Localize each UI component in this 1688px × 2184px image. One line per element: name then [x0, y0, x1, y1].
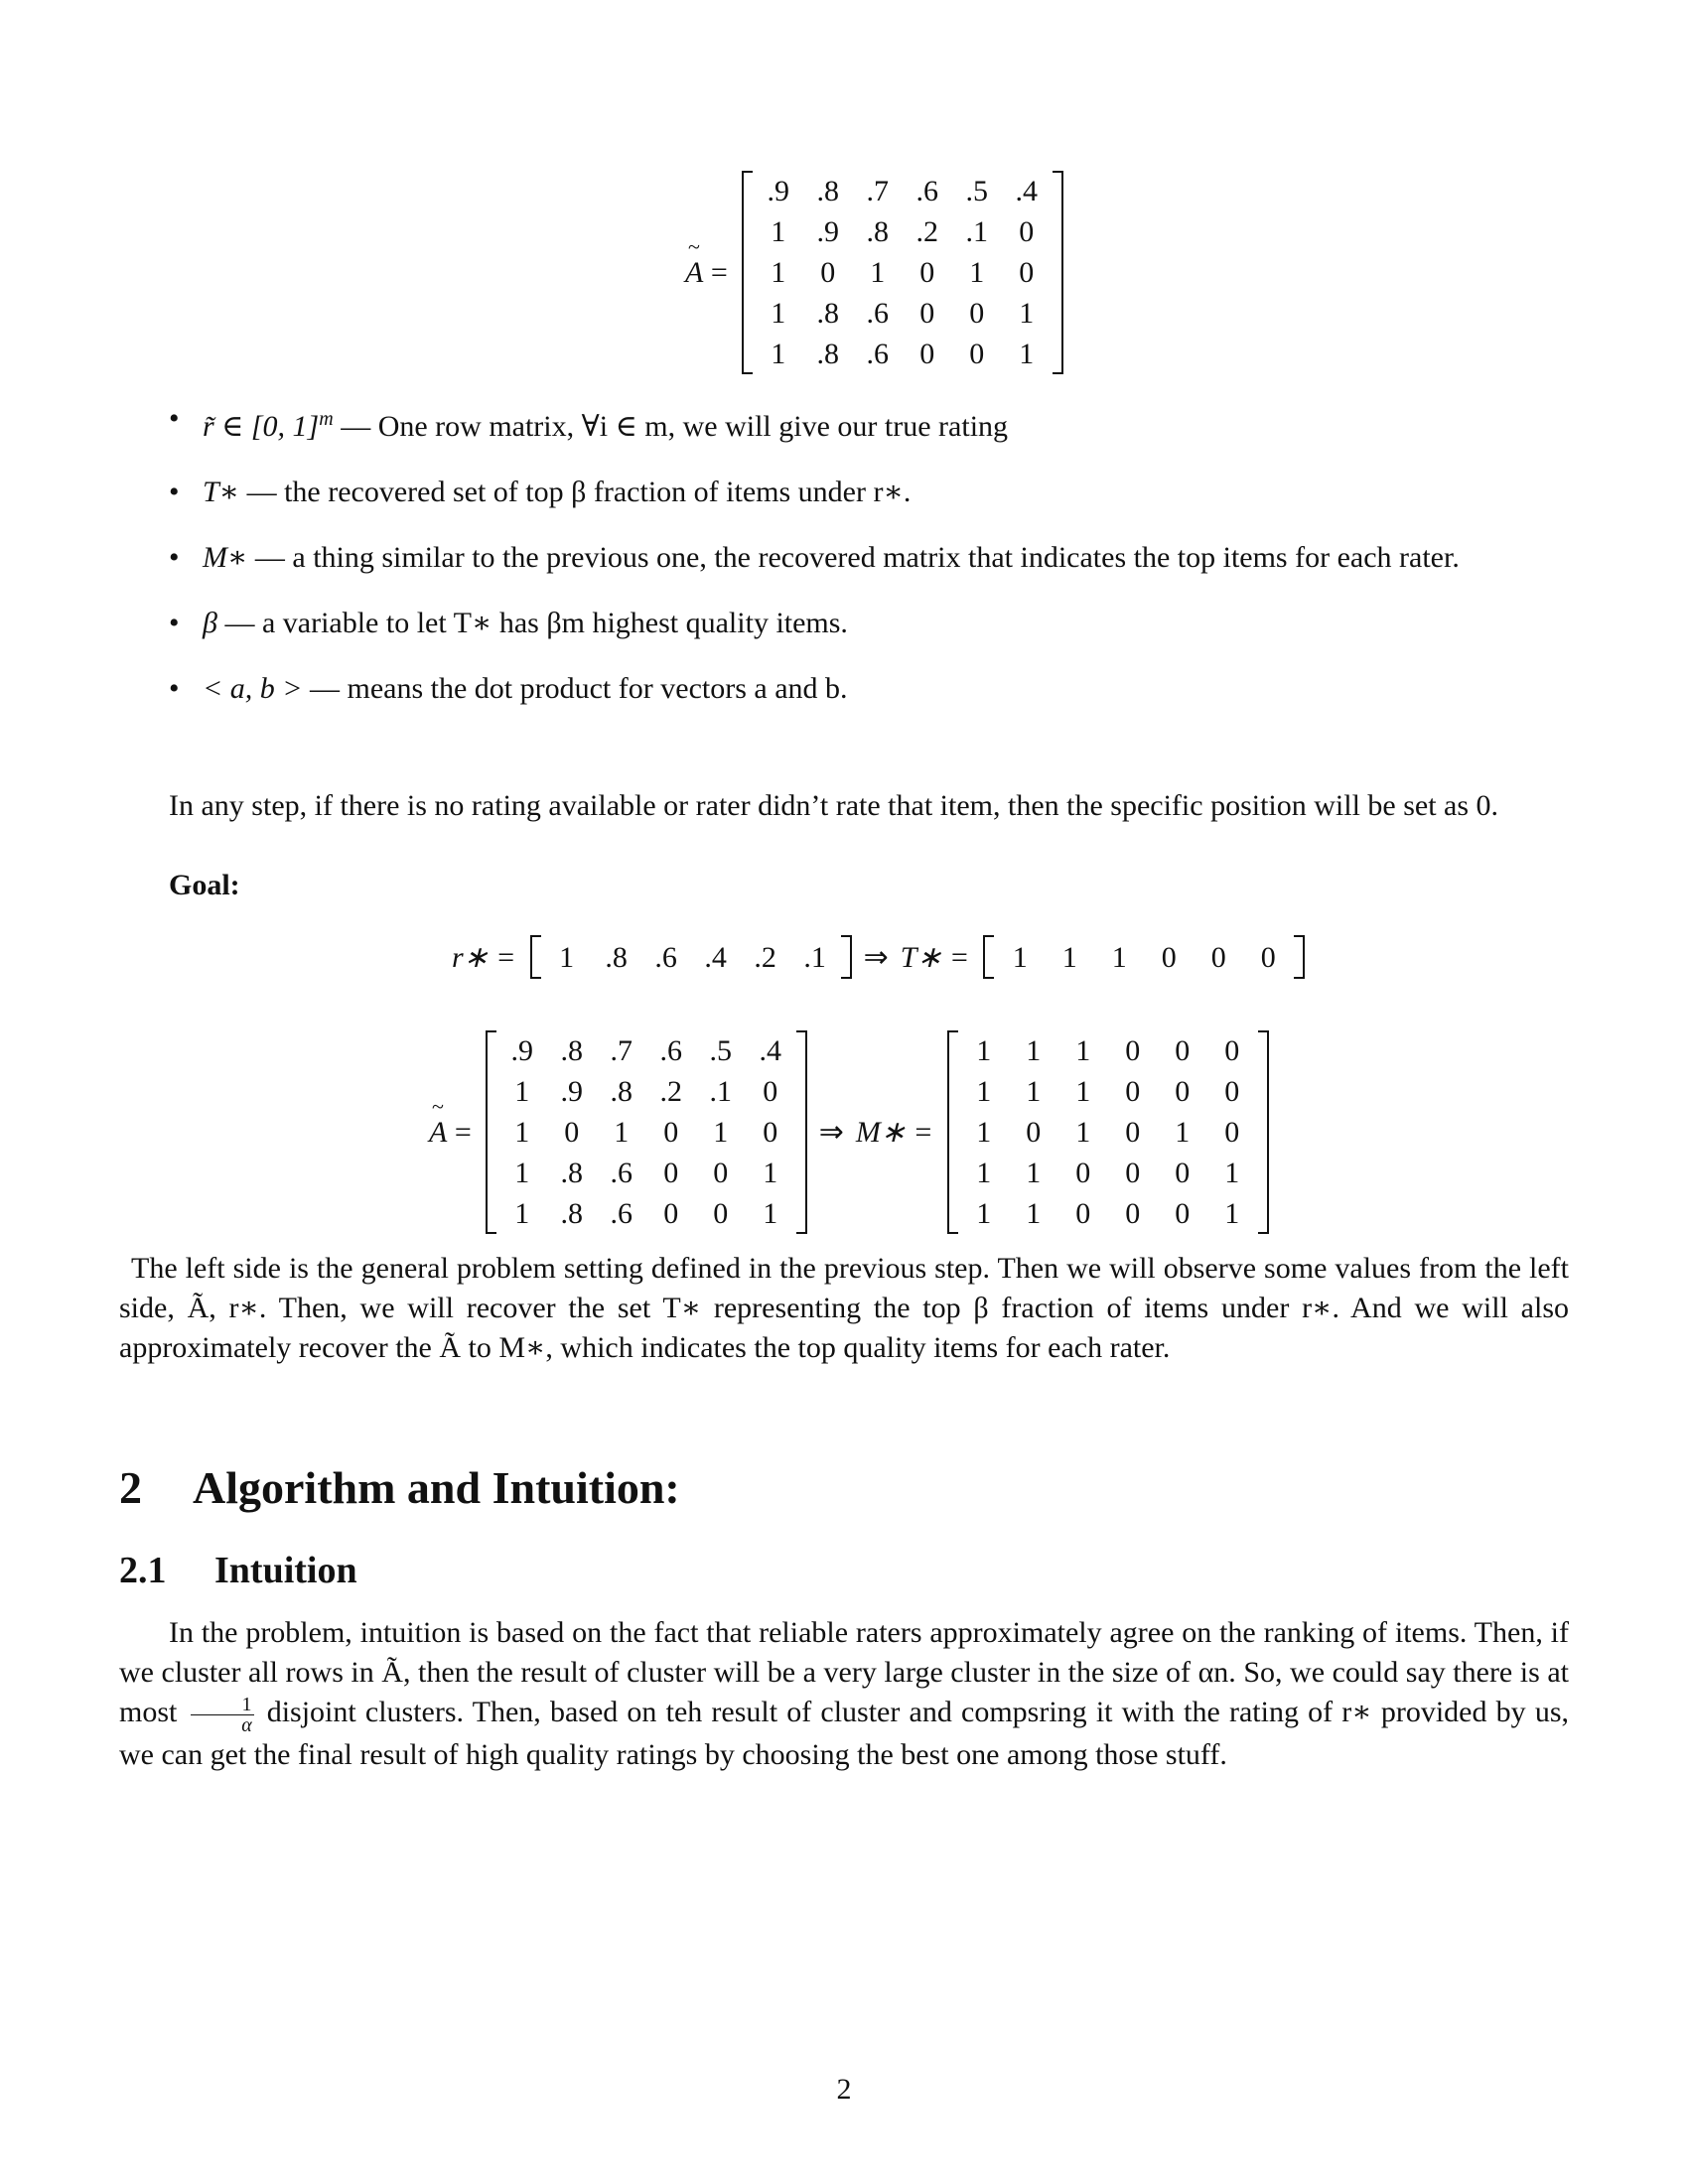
matrix-cell: 0 — [1224, 1075, 1240, 1108]
matrix-cell: 0 — [663, 1116, 679, 1149]
matrix-cell: .1 — [803, 940, 826, 974]
matrix-cell: .1 — [965, 215, 988, 248]
matrix-cell: 1 — [1026, 1034, 1042, 1067]
matrix-cell: 1 — [1019, 297, 1035, 330]
matrix-cell: 0 — [1260, 940, 1276, 974]
bullet-icon: • — [169, 402, 180, 435]
matrix-cell: .9 — [816, 215, 839, 248]
matrix-cell: 0 — [969, 297, 985, 330]
matrix-cell: 0 — [1075, 1197, 1091, 1230]
matrix-cell: .8 — [560, 1157, 583, 1189]
matrix-cell: 1 — [976, 1034, 992, 1067]
matrix-cell: 0 — [763, 1075, 778, 1108]
matrix-cell: .6 — [866, 297, 889, 330]
matrix-row — [497, 1071, 795, 1112]
matrix-cell: 0 — [1175, 1075, 1191, 1108]
matrix-cell: 0 — [1224, 1116, 1240, 1149]
matrix-cell: .8 — [560, 1034, 583, 1067]
explanation-paragraph: The left side is the general problem setting defined in the previous step. Then we will observe some values from the left side, Ã, r∗. Then, we will recover the set T∗ representing the top β fraction of items under r∗. And we will also approximately recover the Ã to M∗, which indicates the top quality items for each rater. — [119, 1252, 1569, 1364]
matrix-cell: 0 — [1019, 256, 1035, 289]
bullet-icon: • — [169, 541, 180, 574]
matrix-cell: .8 — [605, 940, 628, 974]
matrix-cell: .2 — [915, 215, 938, 248]
matrix-cell: 1 — [614, 1116, 630, 1149]
matrix-cell: 0 — [1125, 1197, 1141, 1230]
matrix-cell: .4 — [759, 1034, 781, 1067]
definition-item-t-star: • T∗ — the recovered set of top β fraction of items under r∗. — [169, 473, 1569, 512]
matrix-row — [995, 935, 1293, 979]
matrix-row — [959, 1153, 1257, 1193]
subsection-heading: 2.1 Intuition — [119, 1550, 357, 1591]
matrix-cell: 0 — [1175, 1197, 1191, 1230]
goal-label: Goal: — [169, 869, 240, 901]
matrix-cell: 1 — [1224, 1197, 1240, 1230]
matrix-row — [754, 252, 1052, 293]
matrix-cell: 0 — [919, 338, 935, 370]
top-matrix-equation — [685, 171, 1063, 374]
implies-arrow: ⇒ — [863, 940, 889, 974]
matrix-row — [497, 1193, 795, 1234]
matrix-row — [754, 334, 1052, 374]
matrix-cell: .7 — [610, 1034, 633, 1067]
t-star-vector — [983, 935, 1305, 979]
matrix-cell: 1 — [969, 256, 985, 289]
matrix-cell: 0 — [1175, 1157, 1191, 1189]
matrix-cell: 0 — [1125, 1157, 1141, 1189]
matrix-cell: 0 — [820, 256, 836, 289]
matrix-cell: 1 — [1026, 1075, 1042, 1108]
definitions-list — [169, 399, 1569, 735]
matrix-cell: 0 — [919, 297, 935, 330]
matrix-row — [959, 1193, 1257, 1234]
goal-matrix-equation: ~ A = .9 .8 .7 .6 .5 .4 1 .9 .8 .2 .1 0 1 0 1 0 1 0 1 .8 .6 0 0 1 1 .8 .6 0 0 1 ⇒ M∗ = 1 1 1 0 0 0 1 1 1 0 0 0 1 0 1 0 1 0 1 1 0 0 0 1 1 1 0 0 0 1 — [429, 1030, 1269, 1234]
matrix-row — [497, 1112, 795, 1153]
implies-arrow: ⇒ — [818, 1116, 844, 1149]
matrix-cell: .8 — [816, 297, 839, 330]
matrix-row — [497, 1030, 795, 1071]
matrix-row — [497, 1153, 795, 1193]
bullet-icon: • — [169, 476, 180, 508]
matrix-row — [959, 1071, 1257, 1112]
matrix-cell: .4 — [704, 940, 727, 974]
definition-item-beta: • β — a variable to let T∗ has βm highest quality items. — [169, 604, 1569, 643]
matrix-cell: 1 — [976, 1157, 992, 1189]
matrix-a-tilde — [742, 171, 1063, 374]
matrix-cell: .6 — [915, 175, 938, 207]
matrix-cell: 0 — [1125, 1075, 1141, 1108]
matrix-row — [754, 293, 1052, 334]
matrix-cell: 1 — [514, 1157, 530, 1189]
matrix-cell: .8 — [816, 338, 839, 370]
matrix-cell: 0 — [919, 256, 935, 289]
matrix-cell: 1 — [763, 1157, 778, 1189]
matrix-cell: .5 — [709, 1034, 732, 1067]
matrix-cell: 1 — [1026, 1157, 1042, 1189]
matrix-cell: 0 — [1210, 940, 1226, 974]
matrix-cell: 1 — [870, 256, 886, 289]
matrix-cell: 0 — [969, 338, 985, 370]
matrix-cell: 1 — [1061, 940, 1077, 974]
matrix-cell: 1 — [976, 1197, 992, 1230]
matrix-cell: .7 — [866, 175, 889, 207]
matrix-cell: 1 — [1111, 940, 1127, 974]
fraction-one-over-alpha: $\frac{1}{\alpha}$ — [191, 1695, 254, 1735]
definition-item-dot-product: • < a, b > — means the dot product for vectors a and b. — [169, 669, 1569, 709]
matrix-cell: .9 — [767, 175, 789, 207]
matrix-cell: .6 — [610, 1197, 633, 1230]
matrix-cell: .4 — [1015, 175, 1038, 207]
m-star-matrix — [947, 1030, 1269, 1234]
matrix-cell: .5 — [965, 175, 988, 207]
matrix-cell: .2 — [659, 1075, 682, 1108]
matrix-cell: .8 — [816, 175, 839, 207]
matrix-cell: 1 — [1019, 338, 1035, 370]
matrix-cell: 0 — [564, 1116, 580, 1149]
matrix-cell: 1 — [976, 1116, 992, 1149]
matrix-cell: 1 — [771, 215, 786, 248]
matrix-cell: 0 — [1125, 1034, 1141, 1067]
matrix-cell: .2 — [754, 940, 776, 974]
a-tilde-matrix — [486, 1030, 807, 1234]
section-heading: 2 Algorithm and Intuition: — [119, 1462, 680, 1513]
matrix-cell: 1 — [1012, 940, 1028, 974]
matrix-cell: 1 — [771, 256, 786, 289]
intuition-paragraph: In the problem, intuition is based on the fact that reliable raters approximately agree on the ranking of items. Then, if we cluster all rows in Ã, then the result of cluster will be a very large cluster in the size of αn. So, we could say there is at most $\frac{1}{\alpha}$ disjoint clusters. Then, based on teh result of cluster and compsring it with the rating of r∗ provided by us, we can get the final result of high quality ratings by choosing the best one among those stuff. — [119, 1616, 1569, 1771]
matrix-cell: .8 — [866, 215, 889, 248]
matrix-row — [959, 1030, 1257, 1071]
matrix-cell: 1 — [771, 297, 786, 330]
matrix-cell: 0 — [763, 1116, 778, 1149]
matrix-cell: 0 — [713, 1157, 729, 1189]
r-star-vector — [530, 935, 852, 979]
matrix-cell: .1 — [709, 1075, 732, 1108]
equation-lhs: ~ A = — [685, 256, 728, 290]
matrix-table — [754, 171, 1052, 374]
matrix-cell: 1 — [1075, 1034, 1091, 1067]
matrix-row — [754, 211, 1052, 252]
matrix-cell: .8 — [610, 1075, 633, 1108]
matrix-cell: 1 — [1075, 1075, 1091, 1108]
page-number: 2 — [836, 2073, 852, 2106]
matrix-cell: 1 — [1075, 1116, 1091, 1149]
bullet-icon: • — [169, 607, 180, 639]
matrix-row — [542, 935, 840, 979]
note-paragraph: In any step, if there is no rating available or rater didn’t rate that item, then the specific position will be set as 0. — [169, 789, 1499, 822]
matrix-cell: 1 — [976, 1075, 992, 1108]
matrix-cell: 0 — [1224, 1034, 1240, 1067]
matrix-cell: 1 — [559, 940, 575, 974]
matrix-cell: 0 — [1075, 1157, 1091, 1189]
matrix-cell: .6 — [610, 1157, 633, 1189]
matrix-cell: .8 — [560, 1197, 583, 1230]
matrix-cell: 1 — [771, 338, 786, 370]
matrix-cell: 1 — [514, 1075, 530, 1108]
matrix-cell: .6 — [866, 338, 889, 370]
matrix-cell: 0 — [663, 1157, 679, 1189]
matrix-row — [754, 171, 1052, 211]
matrix-cell: 1 — [1175, 1116, 1191, 1149]
matrix-row — [959, 1112, 1257, 1153]
matrix-cell: 1 — [514, 1116, 530, 1149]
matrix-cell: 1 — [1224, 1157, 1240, 1189]
definition-item-r-tilde: • r̃ ∈ [0, 1]$^m$ — One row matrix, ∀i ∈ m, we will give our true rating — [169, 399, 1569, 447]
matrix-cell: .6 — [659, 1034, 682, 1067]
matrix-cell: 1 — [1026, 1197, 1042, 1230]
matrix-cell: 1 — [514, 1197, 530, 1230]
matrix-cell: 0 — [663, 1197, 679, 1230]
matrix-cell: .6 — [654, 940, 677, 974]
matrix-cell: 0 — [713, 1197, 729, 1230]
matrix-cell: 0 — [1161, 940, 1177, 974]
matrix-cell: 0 — [1019, 215, 1035, 248]
definition-item-m-star: • M∗ — a thing similar to the previous one, the recovered matrix that indicates the top items for each rater. — [169, 538, 1569, 578]
goal-vector-equation: r∗ = 1 .8 .6 .4 .2 .1 ⇒ T∗ = 1 1 1 0 0 0 — [452, 935, 1305, 979]
matrix-cell: 1 — [713, 1116, 729, 1149]
bullet-icon: • — [169, 672, 180, 705]
matrix-cell: 0 — [1125, 1116, 1141, 1149]
matrix-cell: 1 — [763, 1197, 778, 1230]
matrix-cell: 0 — [1175, 1034, 1191, 1067]
matrix-cell: .9 — [510, 1034, 533, 1067]
matrix-cell: .9 — [560, 1075, 583, 1108]
matrix-cell: 0 — [1026, 1116, 1042, 1149]
